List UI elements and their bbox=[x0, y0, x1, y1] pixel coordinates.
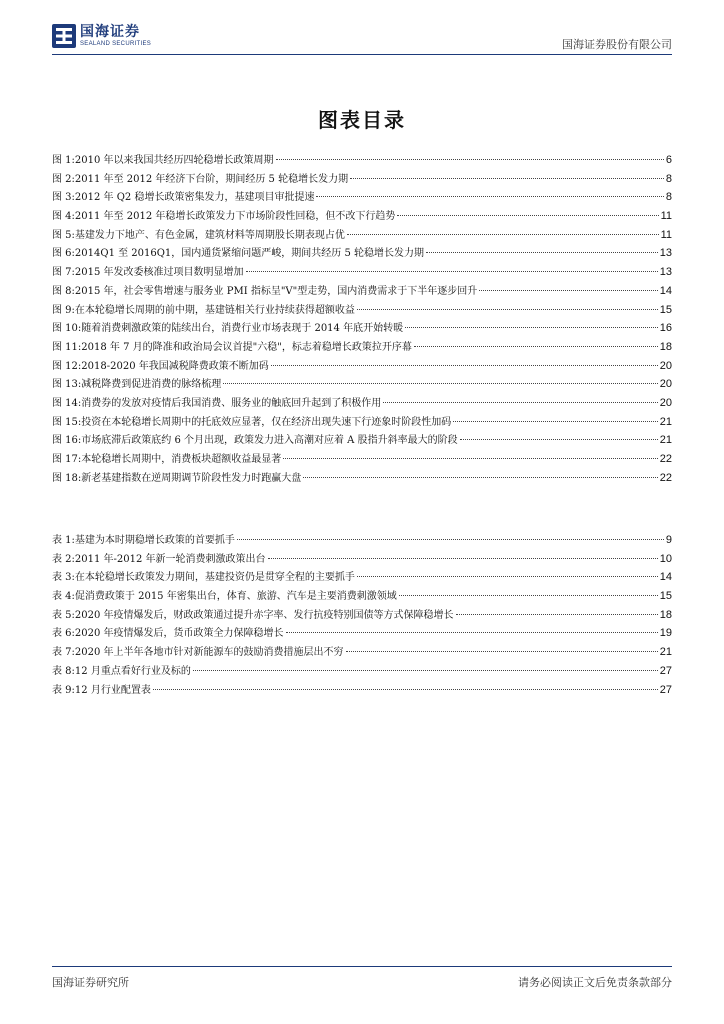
leader-dots bbox=[426, 252, 658, 253]
leader-dots bbox=[316, 196, 663, 197]
page-number: 21 bbox=[659, 434, 672, 447]
footer-institute: 国海证券研究所 bbox=[52, 976, 129, 989]
company-name: 国海证券股份有限公司 bbox=[562, 38, 672, 51]
footer-disclaimer: 请务必阅读正文后免责条款部分 bbox=[518, 976, 672, 989]
toc-entry[interactable] bbox=[52, 624, 672, 643]
figure-title: 投资在本轮稳增长周期中的托底效应显著，仅在经济出现失速下行迹象时阶段性加码 bbox=[81, 416, 452, 428]
table-title: 2011 年-2012 年新一轮消费刺激政策出台 bbox=[74, 553, 266, 565]
page-number: 11 bbox=[660, 228, 672, 241]
figure-label: 图 15: bbox=[52, 416, 82, 428]
figure-title: 2010 年以来我国共经历四轮稳增长政策周期 bbox=[74, 155, 274, 166]
figure-title: 在本轮稳增长周期的前中期，基建链相关行业持续获得超额收益 bbox=[74, 304, 355, 316]
page-number: 16 bbox=[659, 322, 672, 335]
toc-entry[interactable] bbox=[52, 681, 672, 700]
figure-title: 2011 年至 2012 年经济下台阶，期间经历 5 轮稳增长发力期 bbox=[74, 173, 349, 185]
page-number: 15 bbox=[659, 590, 672, 603]
toc-entry[interactable] bbox=[52, 394, 672, 413]
leader-dots bbox=[303, 477, 657, 478]
figure-title: 2018 年 7 月的降准和政治局会议首提"六稳"，标志着稳增长政策拉开序幕 bbox=[81, 341, 412, 353]
page-number: 20 bbox=[659, 396, 672, 409]
table-label: 表 6: bbox=[52, 628, 75, 640]
leader-dots bbox=[193, 670, 658, 671]
page-number: 20 bbox=[659, 378, 672, 391]
page-number: 21 bbox=[659, 646, 672, 659]
page-number: 13 bbox=[659, 247, 672, 260]
toc-entry[interactable] bbox=[52, 226, 672, 245]
page-number: 27 bbox=[659, 664, 672, 677]
figure-title: 2015 年发改委核准过项目数明显增加 bbox=[74, 267, 244, 279]
leader-dots bbox=[223, 383, 657, 384]
table-title: 在本轮稳增长政策发力期间，基建投资仍是贯穿全程的主要抓手 bbox=[74, 572, 355, 584]
toc-entry[interactable] bbox=[52, 469, 672, 488]
figure-title: 减税降费到促进消费的脉络梳理 bbox=[81, 379, 222, 391]
page-number: 14 bbox=[659, 571, 672, 584]
page-number: 21 bbox=[659, 415, 672, 428]
toc-entry[interactable] bbox=[52, 263, 672, 282]
page-number: 20 bbox=[659, 359, 672, 372]
leader-dots bbox=[397, 215, 658, 216]
leader-dots bbox=[346, 651, 658, 652]
figure-label: 图 3: bbox=[52, 192, 75, 204]
leader-dots bbox=[456, 614, 658, 615]
figure-label: 图 11: bbox=[52, 341, 82, 353]
page-number: 22 bbox=[659, 453, 672, 465]
brand-name-en: SEALAND SECURITIES bbox=[80, 41, 152, 47]
table-title: 12 月重点看好行业及标的 bbox=[74, 665, 191, 677]
table-label: 表 1: bbox=[52, 535, 75, 546]
page-number: 8 bbox=[665, 191, 672, 204]
figure-title: 2014Q1 至 2016Q1，国内通货紧缩问题严峻，期间共经历 5 轮稳增长发力期 bbox=[74, 248, 425, 260]
table-title: 2020 年疫情爆发后，货币政策全力保障稳增长 bbox=[74, 628, 284, 640]
table-label: 表 2: bbox=[52, 553, 75, 565]
leader-dots bbox=[357, 576, 658, 577]
page-number: 15 bbox=[659, 303, 672, 316]
toc-entry[interactable] bbox=[52, 151, 672, 170]
brand-name-cn: 国海证券 bbox=[80, 24, 140, 40]
header-divider bbox=[52, 54, 672, 55]
leader-dots bbox=[276, 159, 664, 160]
toc-entry[interactable] bbox=[52, 375, 672, 394]
page-number: 8 bbox=[665, 172, 672, 185]
leader-dots bbox=[350, 178, 664, 179]
toc-entry[interactable] bbox=[52, 244, 672, 263]
page-number: 18 bbox=[659, 608, 672, 621]
toc-entry[interactable] bbox=[52, 568, 672, 587]
figure-title: 2018-2020 年我国减税降费政策不断加码 bbox=[81, 360, 269, 372]
table-title: 12 月行业配置表 bbox=[74, 684, 151, 696]
leader-dots bbox=[268, 558, 658, 559]
figure-label: 图 4: bbox=[52, 211, 75, 223]
toc-entry[interactable] bbox=[52, 606, 672, 625]
leader-dots bbox=[383, 402, 657, 403]
figure-label: 图 1: bbox=[52, 155, 75, 166]
page-number: 22 bbox=[659, 471, 672, 484]
page-number: 27 bbox=[659, 683, 672, 696]
figure-title: 随着消费刺激政策的陆续出台，消费行业市场表现于 2014 年底开始转暖 bbox=[81, 323, 404, 335]
figure-title: 本轮稳增长周期中，消费板块超额收益最显著 bbox=[81, 454, 282, 465]
leader-dots bbox=[453, 421, 657, 422]
leader-dots bbox=[246, 271, 658, 272]
table-label: 表 4: bbox=[52, 591, 75, 603]
figure-label: 图 2: bbox=[52, 173, 75, 185]
toc-entry[interactable] bbox=[52, 587, 672, 606]
toc-entry[interactable] bbox=[52, 188, 672, 207]
figure-label: 图 17: bbox=[52, 454, 82, 465]
toc-entry[interactable] bbox=[52, 662, 672, 681]
leader-dots bbox=[286, 632, 658, 633]
figure-title: 基建发力下地产、有色金属，建筑材料等周期股长期表现占优 bbox=[74, 229, 345, 241]
leader-dots bbox=[405, 327, 658, 328]
figure-label: 图 8: bbox=[52, 285, 75, 297]
page-number: 6 bbox=[665, 154, 672, 166]
leader-dots bbox=[271, 365, 658, 366]
figure-title: 消费券的发放对疫情后我国消费、服务业的触底回升起到了积极作用 bbox=[81, 397, 382, 409]
leader-dots bbox=[283, 458, 657, 459]
page-title: 图表目录 bbox=[318, 108, 406, 132]
toc-entry[interactable] bbox=[52, 319, 672, 338]
page-number: 9 bbox=[665, 534, 672, 546]
figure-label: 图 9: bbox=[52, 304, 75, 316]
toc-entry[interactable] bbox=[52, 207, 672, 226]
figure-title: 2011 年至 2012 年稳增长政策发力下市场阶段性回稳，但不改下行趋势 bbox=[74, 211, 396, 223]
page-number: 10 bbox=[659, 552, 672, 565]
leader-dots bbox=[414, 346, 658, 347]
table-label: 表 5: bbox=[52, 609, 75, 621]
figure-label: 图 13: bbox=[52, 379, 82, 391]
figure-label: 图 12: bbox=[52, 360, 82, 372]
figure-title: 新老基建指数在逆周期调节阶段性发力时跑赢大盘 bbox=[81, 472, 302, 484]
figure-label: 图 6: bbox=[52, 248, 75, 260]
figure-title: 市场底滞后政策底约 6 个月出现，政策发力进入高潮对应着 A 股指升斜率最大的阶段 bbox=[81, 435, 458, 447]
sealand-logo-icon bbox=[52, 24, 76, 48]
leader-dots bbox=[357, 309, 658, 310]
page-number: 13 bbox=[659, 266, 672, 279]
page-number: 14 bbox=[659, 284, 672, 297]
toc-entry[interactable] bbox=[52, 338, 672, 357]
table-list bbox=[52, 531, 672, 699]
figure-label: 图 16: bbox=[52, 435, 82, 447]
table-label: 表 8: bbox=[52, 665, 75, 677]
figure-label: 图 18: bbox=[52, 472, 82, 484]
figure-title: 2015 年，社会零售增速与服务业 PMI 指标呈"V"型走势，国内消费需求于下半年逐步回升 bbox=[74, 285, 478, 297]
leader-dots bbox=[460, 439, 658, 440]
leader-dots bbox=[153, 689, 658, 690]
company-logo bbox=[52, 24, 151, 48]
toc-entry[interactable] bbox=[52, 450, 672, 469]
toc-entry[interactable] bbox=[52, 170, 672, 189]
figure-label: 图 5: bbox=[52, 229, 75, 241]
table-label: 表 9: bbox=[52, 684, 75, 696]
leader-dots bbox=[237, 539, 664, 540]
figure-label: 图 10: bbox=[52, 323, 82, 335]
table-title: 基建为本时期稳增长政策的首要抓手 bbox=[74, 535, 235, 546]
page-number: 19 bbox=[659, 627, 672, 640]
toc-entry[interactable] bbox=[52, 413, 672, 432]
leader-dots bbox=[399, 595, 658, 596]
page-number: 18 bbox=[659, 340, 672, 353]
table-title: 2020 年疫情爆发后，财政政策通过提升赤字率、发行抗疫特别国债等方式保障稳增长 bbox=[74, 609, 454, 621]
toc-entry[interactable] bbox=[52, 550, 672, 569]
figure-label: 图 7: bbox=[52, 267, 75, 279]
page-header bbox=[52, 24, 672, 54]
page-number: 11 bbox=[660, 210, 672, 223]
leader-dots bbox=[347, 234, 659, 235]
toc-entry[interactable] bbox=[52, 301, 672, 320]
table-title: 2020 年上半年各地市针对新能源车的鼓励消费措施层出不穷 bbox=[74, 647, 344, 659]
leader-dots bbox=[479, 290, 658, 291]
figure-label: 图 14: bbox=[52, 397, 82, 409]
footer-divider bbox=[52, 966, 672, 967]
toc-entry[interactable] bbox=[52, 643, 672, 662]
table-title: 促消费政策于 2015 年密集出台，体育、旅游、汽车是主要消费刺激领域 bbox=[74, 591, 397, 603]
figure-list bbox=[52, 151, 672, 487]
toc-entry[interactable] bbox=[52, 357, 672, 376]
table-label: 表 3: bbox=[52, 572, 75, 584]
toc-entry[interactable] bbox=[52, 531, 672, 550]
toc-entry[interactable] bbox=[52, 282, 672, 301]
toc-entry[interactable] bbox=[52, 431, 672, 450]
figure-title: 2012 年 Q2 稳增长政策密集发力，基建项目审批提速 bbox=[74, 192, 315, 204]
table-label: 表 7: bbox=[52, 647, 75, 659]
